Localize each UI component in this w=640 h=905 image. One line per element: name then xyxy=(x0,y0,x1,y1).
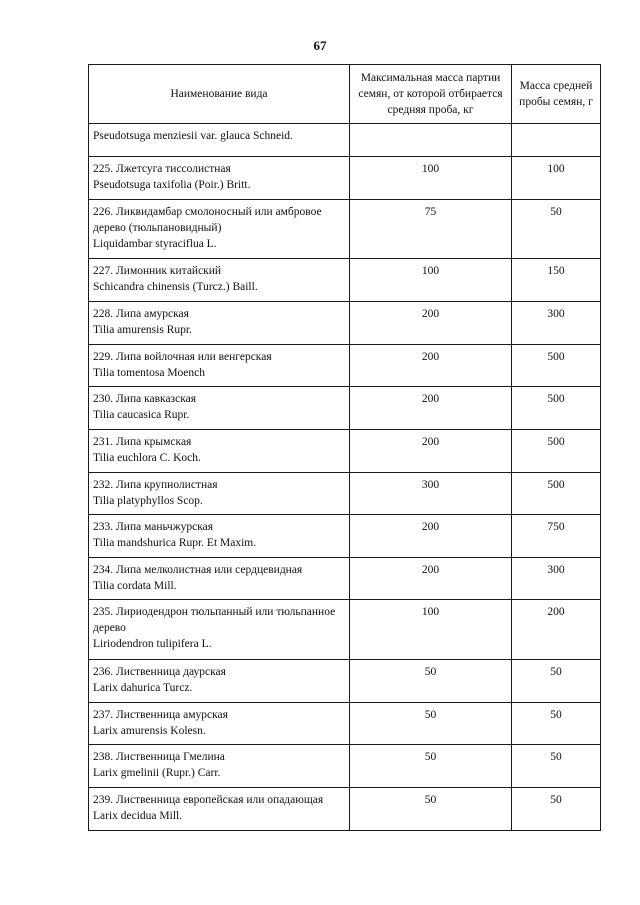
max-batch-mass-cell: 100 xyxy=(350,259,512,302)
species-name-line: 232. Липа крупнолистная xyxy=(93,479,218,491)
species-name-cell xyxy=(89,124,350,157)
sample-mass-cell: 50 xyxy=(512,200,601,259)
table-body xyxy=(89,124,601,831)
sample-mass-cell: 50 xyxy=(512,788,601,831)
table-row xyxy=(89,660,601,703)
species-name-cell xyxy=(89,745,350,788)
max-batch-mass-cell: 50 xyxy=(350,660,512,703)
species-name-line: Pseudotsuga taxifolia (Poir.) Britt. xyxy=(93,179,251,191)
table-row xyxy=(89,259,601,302)
table-row xyxy=(89,600,601,660)
species-name-line: Tilia amurensis Rupr. xyxy=(93,324,192,336)
sample-mass-cell: 750 xyxy=(512,515,601,558)
species-name-line: Tilia platyphyllos Scop. xyxy=(93,495,203,507)
species-name-cell xyxy=(89,515,350,558)
max-batch-mass-cell: 200 xyxy=(350,387,512,430)
header-max-batch-mass: Максимальная масса партии семян, от которой отбирается средняя проба, кг xyxy=(350,65,512,124)
species-name-cell xyxy=(89,473,350,515)
species-name-cell xyxy=(89,345,350,387)
species-name-line: 228. Липа амурская xyxy=(93,308,189,320)
species-name-line: Tilia caucasica Rupr. xyxy=(93,409,190,421)
sample-mass-cell: 500 xyxy=(512,473,601,515)
table-row xyxy=(89,473,601,515)
sample-mass-cell: 50 xyxy=(512,703,601,745)
table-header-row xyxy=(89,65,601,124)
sample-mass-cell xyxy=(512,124,601,157)
table-row xyxy=(89,430,601,473)
species-name-cell xyxy=(89,558,350,600)
sample-mass-cell: 50 xyxy=(512,745,601,788)
max-batch-mass-cell: 100 xyxy=(350,157,512,200)
species-name-cell xyxy=(89,703,350,745)
species-name-cell xyxy=(89,387,350,430)
species-name-line: 226. Ликвидамбар смолоносный или амбровое xyxy=(93,206,322,218)
species-name-cell xyxy=(89,600,350,660)
species-name-line: Tilia cordata Mill. xyxy=(93,580,177,592)
table-row xyxy=(89,157,601,200)
header-sample-mass: Масса средней пробы семян, г xyxy=(512,65,601,124)
table-row xyxy=(89,515,601,558)
table-row xyxy=(89,558,601,600)
table-row xyxy=(89,788,601,831)
table-row xyxy=(89,745,601,788)
species-name-cell xyxy=(89,200,350,259)
species-name-line: 227. Лимонник китайский xyxy=(93,265,222,277)
header-species-name: Наименование вида xyxy=(89,65,350,124)
max-batch-mass-cell: 50 xyxy=(350,703,512,745)
species-name-line: Larix amurensis Kolesn. xyxy=(93,725,206,737)
species-table xyxy=(88,64,601,831)
sample-mass-cell: 500 xyxy=(512,430,601,473)
max-batch-mass-cell xyxy=(350,124,512,157)
max-batch-mass-cell: 200 xyxy=(350,558,512,600)
species-name-line: Larix decidua Mill. xyxy=(93,810,183,822)
species-name-line: 236. Лиственница даурская xyxy=(93,666,226,678)
sample-mass-cell: 500 xyxy=(512,387,601,430)
species-name-line: Tilia euchlora C. Koch. xyxy=(93,452,201,464)
sample-mass-cell: 50 xyxy=(512,660,601,703)
species-name-line: 238. Лиственница Гмелина xyxy=(93,751,225,763)
species-name-line: 233. Липа маньчжурская xyxy=(93,521,214,533)
species-name-line: 231. Липа крымская xyxy=(93,436,192,448)
sample-mass-cell: 500 xyxy=(512,345,601,387)
table-row xyxy=(89,200,601,259)
species-name-line: Larix gmelinii (Rupr.) Carr. xyxy=(93,767,221,779)
sample-mass-cell: 300 xyxy=(512,302,601,345)
species-name-cell xyxy=(89,788,350,831)
species-name-line: 225. Лжетсуга тиссолистная xyxy=(93,163,231,175)
table-row xyxy=(89,703,601,745)
species-name-cell xyxy=(89,660,350,703)
table-row xyxy=(89,302,601,345)
sample-mass-cell: 300 xyxy=(512,558,601,600)
max-batch-mass-cell: 50 xyxy=(350,788,512,831)
species-name-cell xyxy=(89,302,350,345)
max-batch-mass-cell: 100 xyxy=(350,600,512,660)
species-name-line: Liquidambar styraciflua L. xyxy=(93,238,217,250)
species-name-line: 239. Лиственница европейская или опадающая xyxy=(93,794,324,806)
species-name-cell xyxy=(89,259,350,302)
species-name-line: Schicandra chinensis (Turcz.) Baill. xyxy=(93,281,258,293)
species-name-line: 235. Лириодендрон тюльпанный или тюльпанное xyxy=(93,606,336,618)
max-batch-mass-cell: 200 xyxy=(350,345,512,387)
species-name-line: Liriodendron tulipifera L. xyxy=(93,638,212,650)
table-row xyxy=(89,387,601,430)
sample-mass-cell: 200 xyxy=(512,600,601,660)
species-name-cell xyxy=(89,157,350,200)
species-name-line: 234. Липа мелколистная или сердцевидная xyxy=(93,564,303,576)
species-name-line: Larix dahurica Turcz. xyxy=(93,682,193,694)
species-name-line: 230. Липа кавказская xyxy=(93,393,197,405)
sample-mass-cell: 150 xyxy=(512,259,601,302)
species-name-line: дерево xyxy=(93,622,126,634)
max-batch-mass-cell: 200 xyxy=(350,430,512,473)
page-number: 67 xyxy=(313,38,327,53)
species-name-line: дерево (тюльпановидный) xyxy=(93,222,222,234)
species-name-cell xyxy=(89,430,350,473)
max-batch-mass-cell: 75 xyxy=(350,200,512,259)
species-name-line: Pseudotsuga menziesii var. glauca Schneid. xyxy=(93,130,293,142)
species-name-line: 237. Лиственница амурская xyxy=(93,709,228,721)
table-row xyxy=(89,124,601,157)
max-batch-mass-cell: 200 xyxy=(350,302,512,345)
species-name-line: Tilia mandshurica Rupr. Et Maxim. xyxy=(93,537,257,549)
sample-mass-cell: 100 xyxy=(512,157,601,200)
table-row xyxy=(89,345,601,387)
species-name-line: 229. Липа войлочная или венгерская xyxy=(93,351,272,363)
max-batch-mass-cell: 200 xyxy=(350,515,512,558)
max-batch-mass-cell: 300 xyxy=(350,473,512,515)
max-batch-mass-cell: 50 xyxy=(350,745,512,788)
species-name-line: Tilia tomentosa Moench xyxy=(93,367,206,379)
